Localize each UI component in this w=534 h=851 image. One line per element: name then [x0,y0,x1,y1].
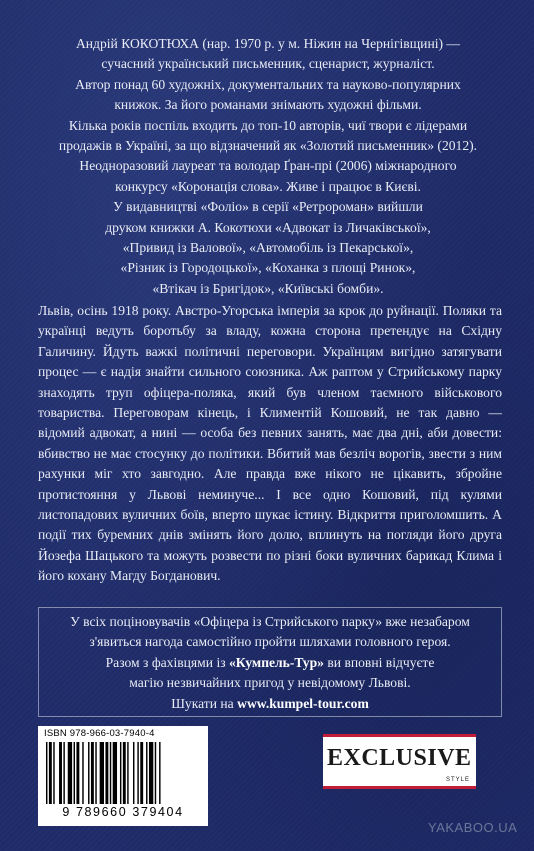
book-synopsis: Львів, осінь 1918 року. Австро-Угорська імперія за крок до руйнації. Поляки та українці ведуть боротьбу за владу, кожна сторона претендує на Східну Галичину. Йдуть важкі політичні переговори. Українцям вигідно затягувати процес — є надія знайти сильного союзника. Аж раптом у Стрийському парку знаходять труп офіцера-поляка, який був членом таємного військового товариства. Переговорам кінець, і Климентій Кошовий, не так давно — відомий адвокат, а нині — особа без певних занять, має два дні, аби довести: вбивство не має стосунку до політики. Вбитий мав безліч ворогів, звести з ним рахунки міг хто завгодно. Але правда вже нікого не цікавить, збройне протистояння у Львові неминуче... І все одно Кошовий, під кулями листопадових вуличних боїв, вперто шукає істину. Відкриття приголомшить. А події тих буремних днів змінять його долю, вплинуть на погляди його друга Йозефа Шацького та можуть розвести по різні боки вуличних барикад Клима і його кохану Магду Богданович. [38,303,502,584]
barcode-bar [68,742,72,804]
exclusive-style-logo [323,734,476,789]
promo-line: У всіх поціновувачів «Офіцера із Стрийського парку» вже незабаром [70,614,470,629]
logo-subtitle: STYLE [445,777,470,783]
barcode-bar [88,742,89,804]
logo-wordmark: EXCLUSIVE [327,745,472,771]
promo-line: з'явиться нагода самостійно пройти шляхами головного героя. [89,634,451,650]
author-bio [30,34,506,299]
barcode-bar [91,742,94,804]
bio-line: Неодноразовий лауреат та володар Ґран-прі (2006) міжнародного [79,158,457,174]
barcode-bar [95,742,96,804]
promo-text-segment: Шукати на [171,695,238,711]
bio-line: сучасний український письменник, сценарист, журналіст. [101,56,435,72]
bio-line: «Привид із Валової», «Автомобіль із Пекарської», [122,240,414,256]
bio-line: Автор понад 60 художніх, документальних та науково-популярних [75,76,461,92]
barcode-panel [38,726,208,826]
bio-line: «Втікач із Бригідок», «Київські бомби». [152,280,384,296]
barcode-icon [46,742,202,804]
barcode-bar [149,742,153,804]
bio-line: У видавництві «Фоліо» в серії «Ретророман» вийшли [113,199,423,215]
bio-line: книжок. За його романами знімають художні фільми. [114,97,422,113]
barcode-bar [140,742,143,804]
barcode-bar [146,742,147,804]
promo-text-segment: Разом з фахівцями із [105,654,229,670]
barcode-bar [59,742,62,804]
bio-line: «Різник із Городоцької», «Коханка з площі Ринок», [120,260,416,276]
promo-text-segment: ви вповні відчуєте [323,654,435,670]
barcode-bar [110,742,111,804]
promo-line: магію незвичайних пригод у невідомому Львові. [129,675,411,691]
promo-text [42,612,498,714]
barcode-bar [100,742,104,804]
bio-line: Андрій КОКОТЮХА (нар. 1970 р. у м. Ніжин на Чернігівщині) — [75,36,461,51]
barcode-bar [155,742,156,804]
ean-number: 9 789660 379404 [62,805,184,819]
barcode-bar [46,742,47,804]
barcode-bar [74,742,75,804]
barcode-bar [133,742,134,804]
barcode-bar [49,742,52,804]
barcode-bar [159,742,160,804]
barcode-bar [53,742,54,804]
barcode-bar [63,742,64,804]
promo-line [42,694,498,714]
bio-line: друком книжки А. Кокотюхи «Адвокат із Личаківської», [105,219,431,235]
bio-line: продажів в Україні, за що відзначений як «Золотий письменник» (2012). [58,138,478,154]
watermark: YAKABOO.UA [428,820,518,835]
barcode-bar [127,742,128,804]
barcode-bar [113,742,117,804]
tour-url: www.kumpel-tour.com [237,695,369,711]
bio-line: конкурсу «Коронація слова». Живе і працює в Києві. [115,178,421,194]
promo-line [42,653,498,673]
barcode-bar [120,742,121,804]
barcode-bar [82,742,83,804]
barcode-bar [123,742,126,804]
isbn-label: ISBN 978-966-03-7940-4 [44,728,155,739]
barcode-bar [105,742,108,804]
bio-line: Кілька років поспіль входить до топ-10 авторів, чиї твори є лідерами [68,117,468,133]
barcode-bar [137,742,138,804]
barcode-bar [76,742,79,804]
tour-brand: «Кумпель-Тур» [229,654,324,670]
